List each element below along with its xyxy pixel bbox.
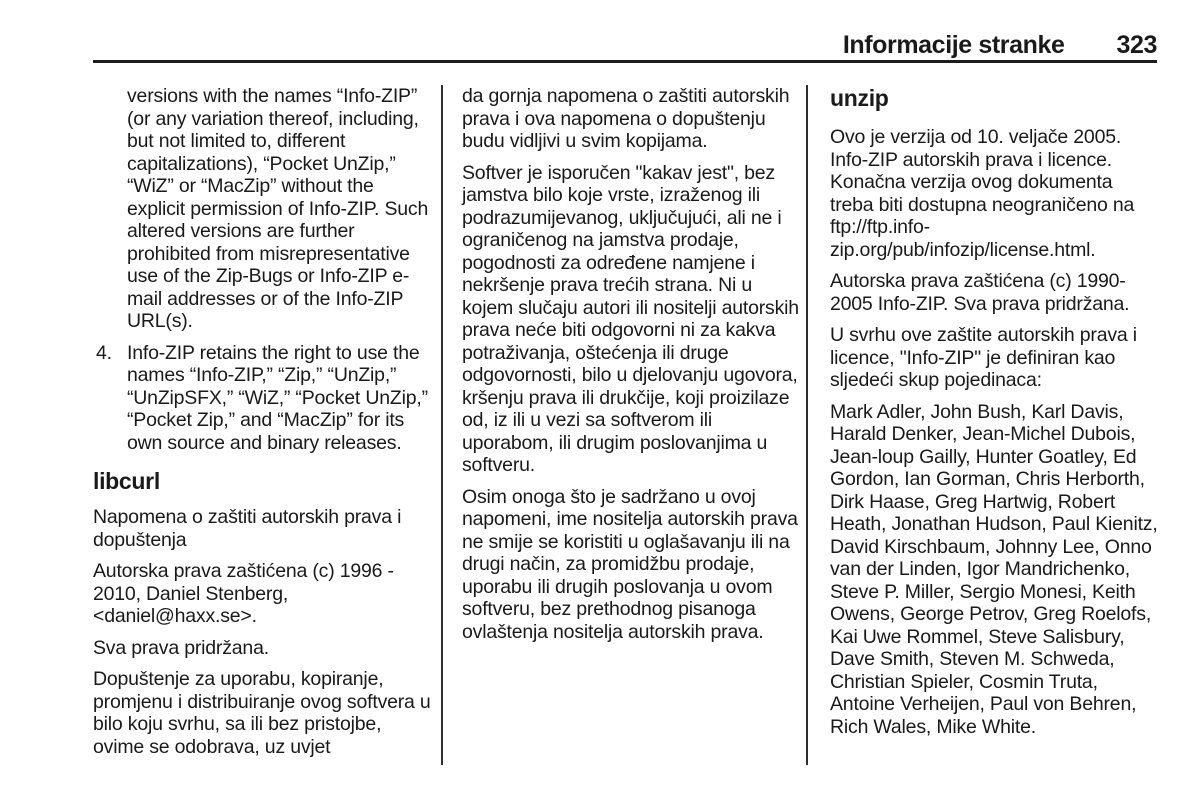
paragraph-libcurl-rights: Sva prava pridržana. bbox=[93, 636, 269, 659]
paragraph-warranty-disclaimer: Softver je isporučen "kakav jest", bez jamstva bilo koje vrste, izraženog ili podrazumijevanog, uključujući, ali ne i ograničenog na jamstva prodaje, pogodnosti za određene namjene i nekršenje prava trećih strana. Ni u kojem slučaju autori ili nositelji autorskih prava neće biti odgovorni ni za kakva potraživanja, oštećenja ili druge odgovornosti, bilo u djelovanju ugovora, kršenju prava ili drukčije, koji proizilaze od, iz ili u vezi sa softverom ili uporabom, ili drugim poslovanjima u softveru. bbox=[462, 161, 799, 476]
page-title: Informacije stranke bbox=[842, 31, 1065, 59]
paragraph-libcurl-permission: Dopuštenje za uporabu, kopiranje, promjenu i distribuiranje ovog softvera u bilo koju svrhu, sa ili bez pristojbe, ovime se odobrava, uz uvjet bbox=[93, 668, 431, 758]
column-license-body bbox=[462, 85, 802, 652]
page-number: 323 bbox=[1116, 31, 1157, 59]
column-unzip bbox=[830, 85, 1158, 747]
section-heading-libcurl: libcurl bbox=[93, 468, 160, 494]
paragraph-name-use-restriction: Osim onoga što je sadržano u ovoj napomeni, ime nositelja autorskih prava ne smije se koristiti u oglašavanju ili na drugi način, za promidžbu prodaje, uporabu ili drugih poslovanja u ovom softveru, bez prethodnog pisanoga ovlaštenja nositelja autorskih prava. bbox=[462, 485, 798, 643]
header-rule bbox=[93, 60, 1157, 63]
column-separator-1 bbox=[441, 85, 443, 765]
list-item-number: 4. bbox=[96, 341, 112, 364]
paragraph-unzip-definition: U svrhu ove zaštite autorskih prava i licence, "Info-ZIP" je definiran kao sljedeći skup pojedinaca: bbox=[830, 324, 1137, 391]
paragraph-permission-continuation: da gornja napomena o zaštiti autorskih prava i ova napomena o dopuštenju budu vidljivi u svim kopijama. bbox=[462, 85, 790, 152]
column-separator-2 bbox=[806, 85, 808, 765]
paragraph-unzip-copyright: Autorska prava zaštićena (c) 1990-2005 Info-ZIP. Sva prava pridržana. bbox=[830, 270, 1130, 315]
paragraph-unzip-contributors: Mark Adler, John Bush, Karl Davis, Harald Denker, Jean-Michel Dubois, Jean-loup Gailly, Hunter Goatley, Ed Gordon, Ian Gorman, Chris Herborth, Dirk Haase, Greg Hartwig, Robert Heath, Jonathan Hudson, Paul Kienitz, David Kirschbaum, Johnny Lee, Onno van der Linden, Igor Mandrichenko, Steve P. Miller, Sergio Monesi, Keith Owens, George Petrov, Greg Roelofs, Kai Uwe Rommel, Steve Salisbury, Dave Smith, Steven M. Schweda, Christian Spieler, Cosmin Truta, Antoine Verheijen, Paul von Behren, Rich Wales, Mike White. bbox=[830, 400, 1158, 738]
paragraph-unzip-version: Ovo je verzija od 10. veljače 2005. Info-ZIP autorskih prava i licence. Konačna verzija ovog dokumenta treba biti dostupna neograničeno na ftp://ftp.info-zip.org/pub/infozip/license.html. bbox=[830, 126, 1135, 261]
paragraph-libcurl-copyright: Autorska prava zaštićena (c) 1996 - 2010, Daniel Stenberg, <daniel@haxx.se>. bbox=[93, 560, 394, 627]
paragraph-libcurl-notice: Napomena o zaštiti autorskih prava i dopuštenja bbox=[93, 506, 402, 551]
list-item-4 bbox=[93, 342, 435, 455]
section-heading-unzip: unzip bbox=[830, 85, 889, 111]
list-continuation-paragraph: versions with the names “Info-ZIP” (or any variation thereof, including, but not limited to, different capitalizations), “Pocket UnZip,” “WiZ” or “MacZip” without the explicit permission of Info-ZIP. Such altered versions are further prohibited from misrepresentative use of the Zip-Bugs or Info-ZIP e-mail addresses or of the Info-ZIP URL(s). bbox=[127, 85, 429, 332]
list-item-text: Info-ZIP retains the right to use the names “Info-ZIP,” “Zip,” “UnZip,” “UnZipSFX,” “WiZ,” “Pocket UnZip,” “Pocket Zip,” and “MacZip” for its own source and binary releases. bbox=[127, 341, 428, 454]
column-infozip-libcurl bbox=[93, 85, 435, 767]
page-header bbox=[843, 31, 1157, 60]
